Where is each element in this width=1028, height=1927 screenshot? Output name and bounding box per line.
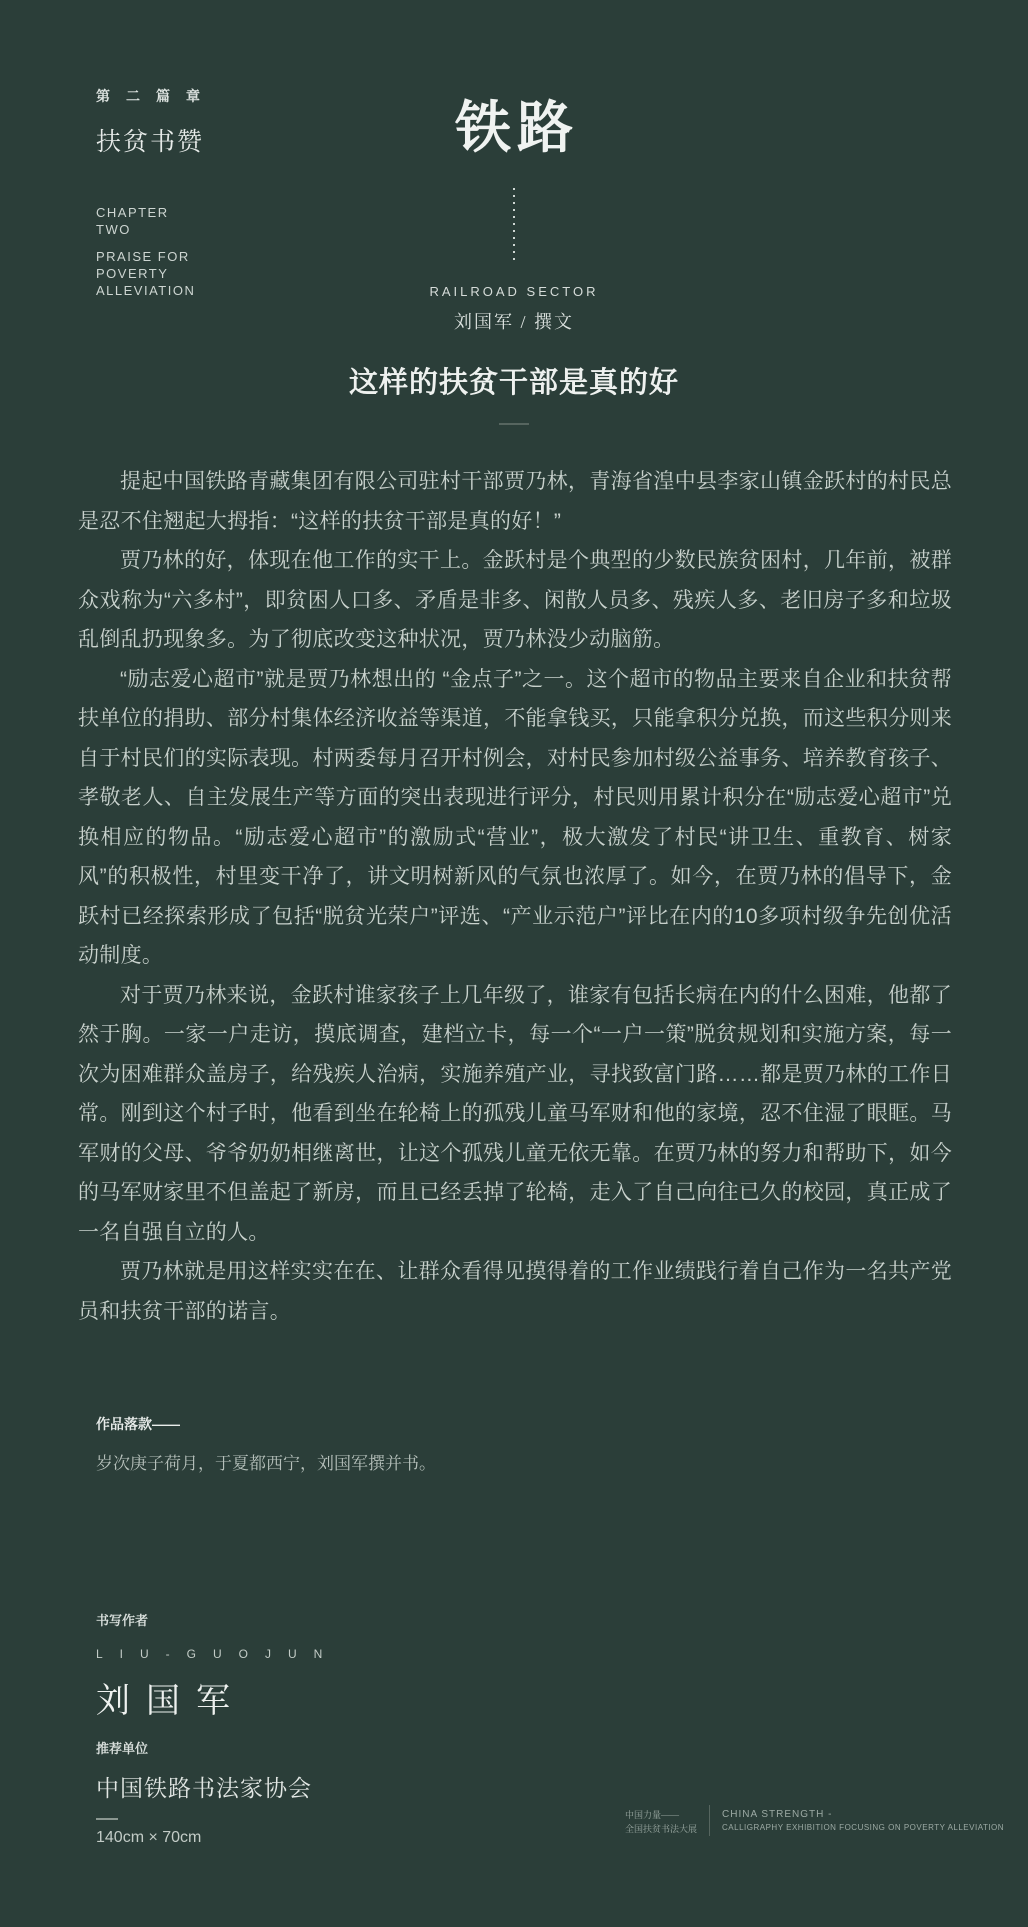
byline: 刘国军 / 撰文 bbox=[453, 312, 574, 332]
heading-divider bbox=[499, 423, 529, 425]
inscription-label: 作品落款—— bbox=[96, 1416, 180, 1432]
chapter-title: 扶贫书赞 bbox=[96, 129, 205, 156]
inscription-text: 岁次庚子荷月，于夏都西宁，刘国军撰并书。 bbox=[96, 1454, 436, 1473]
exhibition-en-line: CALLIGRAPHY EXHIBITION FOCUSING ON POVERTY ALLEVIATION bbox=[722, 1823, 1005, 1832]
masthead bbox=[0, 84, 1028, 334]
author-label: 书写作者 bbox=[96, 1613, 149, 1628]
article-paragraph: “励志爱心超市”就是贾乃林想出的 “金点子”之一。这个超市的物品主要来自企业和扶贫帮扶单位的捐助、部分村集体经济收益等渠道，不能拿钱买，只能拿积分兑换，而这些积分则来自于村民们的实际表现。村两委每月召开村例会，对村民参加村级公益事务、培养教育孩子、孝敬老人、自主发展生产等方面的突出表现进行评分，村民则用累计积分在“励志爱心超市”兑换相应的物品。“励志爱心超市”的激励式“营业”，极大激发了村民“讲卫生、重教育、树家风”的积极性，村里变干净了，讲文明树新风的气氛也浓厚了。如今，在贾乃林的倡导下，金跃村已经探索形成了包括“脱贫光荣户”评选、“产业示范户”评比在内的10多项村级争先创优活动制度。 bbox=[78, 667, 952, 967]
article-paragraph: 贾乃林就是用这样实实在在、让群众看得见摸得着的工作业绩践行着自己作为一名共产党员和扶贫干部的诺言。 bbox=[78, 1260, 952, 1323]
chapter-en-line: PRAISE FOR bbox=[96, 249, 190, 264]
article-paragraph: 贾乃林的好，体现在他工作的实干上。金跃村是个典型的少数民族贫困村，几年前，被群众戏称为“六多村”，即贫困人口多、矛盾是非多、闲散人员多、残疾人多、老旧房子多和垃圾乱倒乱扔现象多。为了彻底改变这种状况，贾乃林没少动脑筋。 bbox=[78, 549, 952, 651]
article-paragraph: 提起中国铁路青藏集团有限公司驻村干部贾乃林，青海省湟中县李家山镇金跃村的村民总是忍不住翘起大拇指：“这样的扶贫干部是真的好！” bbox=[78, 470, 952, 533]
author-name-english: LIU-GUOJUN bbox=[96, 1647, 340, 1661]
chapter-en-line: ALLEVIATION bbox=[96, 283, 196, 298]
recommender-name: 中国铁路书法家协会 bbox=[96, 1776, 312, 1801]
article-heading: 这样的扶贫干部是真的好 bbox=[348, 367, 679, 399]
exhibition-mark-divider bbox=[709, 1805, 710, 1836]
exhibition-mark-chinese bbox=[625, 1805, 697, 1836]
exhibition-mark-english bbox=[722, 1805, 1004, 1836]
sector-english-label: RAILROAD SECTOR bbox=[429, 284, 599, 299]
section-title: 铁路 bbox=[455, 98, 579, 160]
size-divider bbox=[96, 1818, 118, 1820]
vertical-dotted-divider bbox=[513, 188, 515, 262]
article-body bbox=[78, 462, 952, 1331]
exhibition-cn-line: 中国力量—— bbox=[625, 1810, 680, 1820]
author-name: 刘国军 bbox=[96, 1683, 246, 1720]
artwork-size: 140cm × 70cm bbox=[96, 1829, 202, 1846]
exhibition-en-line: CHINA STRENGTH - bbox=[722, 1809, 833, 1820]
exhibition-mark bbox=[625, 1805, 1004, 1836]
inscription-block bbox=[96, 1414, 436, 1474]
chapter-en-line: POVERTY bbox=[96, 266, 169, 281]
author-block bbox=[96, 1610, 339, 1722]
chapter-en-line: CHAPTER bbox=[96, 205, 169, 220]
recommender-block bbox=[96, 1738, 312, 1847]
chapter-number: 第二篇章 bbox=[96, 90, 216, 105]
article-paragraph: 对于贾乃林来说，金跃村谁家孩子上几年级了，谁家有包括长病在内的什么困难，他都了然于胸。一家一户走访，摸底调查，建档立卡，每一个“一户一策”脱贫规划和实施方案，每一次为困难群众盖房子，给残疾人治病，实施养殖产业，寻找致富门路……都是贾乃林的工作日常。刚到这个村子时，他看到坐在轮椅上的孤残儿童马军财和他的家境，忍不住湿了眼眶。马军财的父母、爷爷奶奶相继离世，让这个孤残儿童无依无靠。在贾乃林的努力和帮助下，如今的马军财家里不但盖起了新房，而且已经丢掉了轮椅，走入了自己向往已久的校园，真正成了一名自强自立的人。 bbox=[78, 983, 952, 1244]
chapter-en-line: TWO bbox=[96, 222, 131, 237]
recommender-label: 推荐单位 bbox=[96, 1741, 149, 1756]
exhibition-cn-line: 全国扶贫书法大展 bbox=[625, 1824, 698, 1834]
